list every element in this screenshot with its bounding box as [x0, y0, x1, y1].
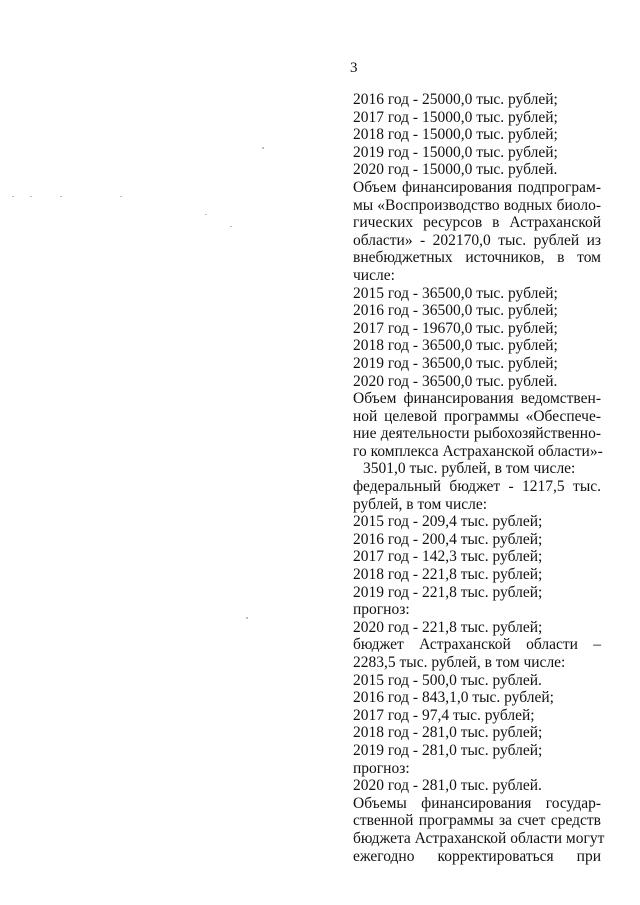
- text-line: 2016 год - 25000,0 тыс. рублей;: [353, 91, 558, 108]
- text-line: 2018 год - 36500,0 тыс. рублей;: [353, 337, 558, 355]
- text-line: ственной программы за счет средств: [353, 812, 601, 830]
- text-line: ние деятельности рыбохозяйственно-: [353, 425, 601, 443]
- scan-speck: [230, 226, 232, 227]
- text-line: гических ресурсов в Астраханской: [353, 214, 601, 232]
- text-line: 3501,0 тыс. рублей, в том числе:: [363, 460, 576, 478]
- text-line: числе:: [353, 266, 395, 284]
- text-line: ной целевой программы «Обеспече-: [353, 407, 601, 425]
- text-line: области» - 202170,0 тыс. рублей из: [353, 231, 601, 249]
- text-line: мы «Воспроизводство водных биоло-: [353, 196, 601, 214]
- text-line: внебюджетных источников, в том: [353, 249, 601, 267]
- text-line: ежегодно корректироваться при: [353, 847, 601, 865]
- text-line: Объемы финансирования государ-: [353, 794, 601, 812]
- text-line: Объем финансирования ведомствен-: [353, 390, 601, 408]
- text-line: 2283,5 тыс. рублей, в том числе:: [353, 654, 566, 671]
- text-line: федеральный бюджет - 1217,5 тыс.: [353, 478, 601, 496]
- text-line: 2018 год - 281,0 тыс. рублей;: [353, 724, 543, 742]
- text-line: 2020 год - 221,8 тыс. рублей;: [353, 618, 543, 636]
- text-line: 2016 год - 36500,0 тыс. рублей;: [353, 302, 558, 320]
- scan-speck: [205, 214, 207, 215]
- text-line: 2017 год - 97,4 тыс. рублей;: [353, 706, 535, 724]
- text-line: 2019 год - 221,8 тыс. рублей;: [353, 583, 543, 601]
- text-line: 2018 год - 221,8 тыс. рублей;: [353, 566, 543, 584]
- scan-speck: [120, 196, 122, 197]
- scan-speck: [246, 617, 248, 619]
- text-line: 2019 год - 36500,0 тыс. рублей;: [353, 354, 558, 372]
- text-line: 2020 год - 15000,0 тыс. рублей.: [353, 161, 558, 179]
- text-line: 2016 год - 200,4 тыс. рублей;: [353, 530, 543, 548]
- scan-speck: [60, 196, 62, 197]
- text-line: 2017 год - 19670,0 тыс. рублей;: [353, 319, 558, 337]
- text-line: 2018 год - 15000,0 тыс. рублей;: [353, 126, 558, 144]
- text-line: 2020 год - 36500,0 тыс. рублей.: [353, 372, 558, 390]
- scan-speck: [30, 196, 32, 197]
- text-line: прогноз:: [353, 601, 410, 619]
- scan-speck: [12, 196, 14, 197]
- text-line: 2019 год - 15000,0 тыс. рублей;: [353, 143, 558, 161]
- page-number: 3: [350, 60, 358, 76]
- text-line: 2017 год - 142,3 тыс. рублей;: [353, 548, 543, 566]
- text-line: 2016 год - 843,1,0 тыс. рублей;: [353, 689, 554, 707]
- text-line: бюджет Астраханской области –: [353, 636, 601, 654]
- text-line: 2015 год - 36500,0 тыс. рублей;: [353, 284, 558, 302]
- text-line: го комплекса Астраханской области»-: [353, 442, 603, 460]
- text-line: прогноз:: [353, 759, 410, 777]
- text-line: рублей, в том числе:: [353, 495, 488, 513]
- text-line: 2015 год - 209,4 тыс. рублей;: [353, 513, 543, 531]
- text-column: [353, 91, 605, 865]
- text-line: 2020 год - 281,0 тыс. рублей.: [353, 777, 542, 795]
- text-line: 2017 год - 15000,0 тыс. рублей;: [353, 108, 558, 126]
- text-line: бюджета Астраханской области могут: [353, 829, 605, 847]
- text-line: Объем финансирования подпрограм-: [353, 178, 601, 196]
- scan-speck: [262, 147, 264, 149]
- text-line: 2019 год - 281,0 тыс. рублей;: [353, 741, 543, 759]
- text-line: 2015 год - 500,0 тыс. рублей.: [353, 671, 542, 689]
